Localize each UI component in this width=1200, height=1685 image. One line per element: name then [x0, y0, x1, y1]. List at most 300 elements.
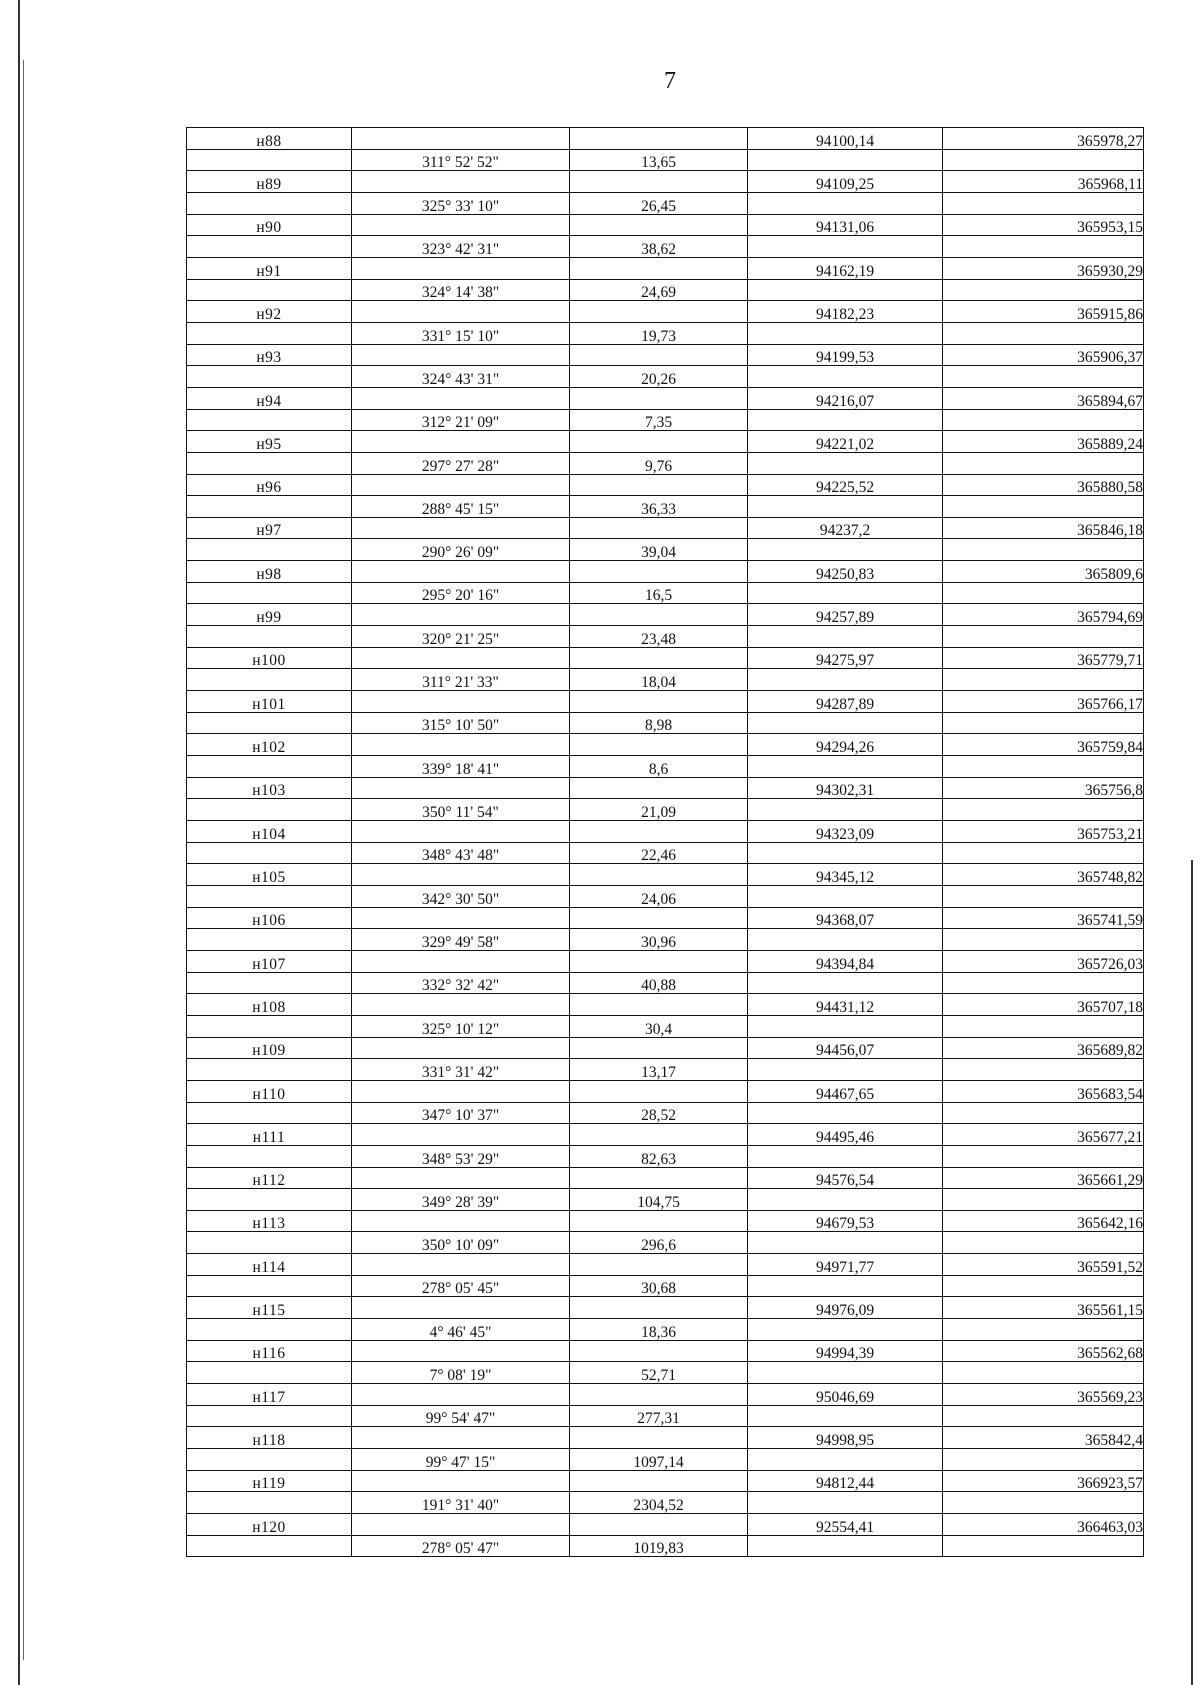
- y-coordinate-cell: [943, 409, 1144, 431]
- direction-angle-cell: 329° 49' 58": [352, 929, 570, 951]
- y-coordinate-cell: [943, 1449, 1144, 1471]
- distance-cell: 2304,52: [570, 1492, 748, 1514]
- point-cell: [187, 1189, 352, 1211]
- distance-cell: [570, 1254, 748, 1276]
- distance-cell: 21,09: [570, 799, 748, 821]
- direction-angle-cell: [352, 561, 570, 583]
- direction-angle-cell: 278° 05' 45": [352, 1275, 570, 1297]
- x-coordinate-cell: [748, 496, 943, 518]
- direction-angle-cell: [352, 1167, 570, 1189]
- distance-cell: [570, 1427, 748, 1449]
- point-cell: [187, 885, 352, 907]
- y-coordinate-cell: 365562,68: [943, 1340, 1144, 1362]
- point-cell: [187, 1145, 352, 1167]
- distance-cell: [570, 1167, 748, 1189]
- point-cell: н96: [187, 474, 352, 496]
- x-coordinate-cell: [748, 1275, 943, 1297]
- direction-angle-cell: [352, 994, 570, 1016]
- x-coordinate-cell: 94162,19: [748, 257, 943, 279]
- x-coordinate-cell: 94576,54: [748, 1167, 943, 1189]
- y-coordinate-cell: 365741,59: [943, 907, 1144, 929]
- segment-row: [187, 842, 1144, 864]
- point-cell: н118: [187, 1427, 352, 1449]
- point-cell: н114: [187, 1254, 352, 1276]
- point-cell: [187, 929, 352, 951]
- y-coordinate-cell: 365642,16: [943, 1210, 1144, 1232]
- direction-angle-cell: 7° 08' 19": [352, 1362, 570, 1384]
- direction-angle-cell: 348° 43' 48": [352, 842, 570, 864]
- x-coordinate-cell: 94345,12: [748, 864, 943, 886]
- direction-angle-cell: 295° 20' 16": [352, 582, 570, 604]
- distance-cell: [570, 1080, 748, 1102]
- point-row: [187, 1427, 1144, 1449]
- y-coordinate-cell: 365794,69: [943, 604, 1144, 626]
- distance-cell: [570, 214, 748, 236]
- x-coordinate-cell: 94976,09: [748, 1297, 943, 1319]
- direction-angle-cell: [352, 517, 570, 539]
- direction-angle-cell: [352, 777, 570, 799]
- direction-angle-cell: [352, 1384, 570, 1406]
- segment-row: [187, 366, 1144, 388]
- direction-angle-cell: [352, 1080, 570, 1102]
- point-row: [187, 214, 1144, 236]
- point-cell: [187, 366, 352, 388]
- y-coordinate-cell: [943, 582, 1144, 604]
- y-coordinate-cell: 365683,54: [943, 1080, 1144, 1102]
- segment-row: [187, 1362, 1144, 1384]
- distance-cell: [570, 1384, 748, 1406]
- distance-cell: [570, 1037, 748, 1059]
- x-coordinate-cell: [748, 452, 943, 474]
- point-cell: н112: [187, 1167, 352, 1189]
- point-cell: н111: [187, 1124, 352, 1146]
- y-coordinate-cell: 365753,21: [943, 821, 1144, 843]
- distance-cell: 8,6: [570, 756, 748, 778]
- point-row: [187, 864, 1144, 886]
- y-coordinate-cell: 365756,8: [943, 777, 1144, 799]
- point-row: [187, 1340, 1144, 1362]
- direction-angle-cell: [352, 431, 570, 453]
- x-coordinate-cell: 94467,65: [748, 1080, 943, 1102]
- segment-row: [187, 1275, 1144, 1297]
- x-coordinate-cell: [748, 1362, 943, 1384]
- y-coordinate-cell: [943, 1189, 1144, 1211]
- y-coordinate-cell: 366463,03: [943, 1514, 1144, 1536]
- point-cell: [187, 236, 352, 258]
- distance-cell: 24,06: [570, 885, 748, 907]
- x-coordinate-cell: 95046,69: [748, 1384, 943, 1406]
- point-cell: [187, 1102, 352, 1124]
- segment-row: [187, 885, 1144, 907]
- y-coordinate-cell: 365766,17: [943, 691, 1144, 713]
- distance-cell: 8,98: [570, 712, 748, 734]
- point-cell: н104: [187, 821, 352, 843]
- point-row: [187, 1124, 1144, 1146]
- direction-angle-cell: [352, 387, 570, 409]
- direction-angle-cell: [352, 344, 570, 366]
- point-row: [187, 1037, 1144, 1059]
- x-coordinate-cell: [748, 539, 943, 561]
- x-coordinate-cell: 94250,83: [748, 561, 943, 583]
- y-coordinate-cell: [943, 279, 1144, 301]
- direction-angle-cell: 331° 31' 42": [352, 1059, 570, 1081]
- x-coordinate-cell: 94679,53: [748, 1210, 943, 1232]
- point-row: [187, 821, 1144, 843]
- point-cell: [187, 1275, 352, 1297]
- point-cell: н100: [187, 647, 352, 669]
- direction-angle-cell: 350° 10' 09": [352, 1232, 570, 1254]
- y-coordinate-cell: 365968,11: [943, 171, 1144, 193]
- x-coordinate-cell: 94368,07: [748, 907, 943, 929]
- y-coordinate-cell: [943, 236, 1144, 258]
- point-row: [187, 1470, 1144, 1492]
- direction-angle-cell: [352, 1427, 570, 1449]
- direction-angle-cell: 290° 26' 09": [352, 539, 570, 561]
- direction-angle-cell: 99° 47' 15": [352, 1449, 570, 1471]
- point-row: [187, 907, 1144, 929]
- segment-row: [187, 669, 1144, 691]
- point-cell: [187, 452, 352, 474]
- x-coordinate-cell: [748, 1405, 943, 1427]
- distance-cell: 39,04: [570, 539, 748, 561]
- point-cell: н95: [187, 431, 352, 453]
- point-row: [187, 1080, 1144, 1102]
- distance-cell: 18,36: [570, 1319, 748, 1341]
- distance-cell: [570, 171, 748, 193]
- segment-row: [187, 799, 1144, 821]
- x-coordinate-cell: [748, 149, 943, 171]
- point-cell: [187, 1449, 352, 1471]
- y-coordinate-cell: 365880,58: [943, 474, 1144, 496]
- distance-cell: [570, 994, 748, 1016]
- segment-row: [187, 1232, 1144, 1254]
- segment-row: [187, 322, 1144, 344]
- x-coordinate-cell: [748, 1189, 943, 1211]
- point-row: [187, 301, 1144, 323]
- distance-cell: 296,6: [570, 1232, 748, 1254]
- point-cell: [187, 149, 352, 171]
- direction-angle-cell: 339° 18' 41": [352, 756, 570, 778]
- segment-row: [187, 712, 1144, 734]
- distance-cell: 104,75: [570, 1189, 748, 1211]
- distance-cell: 40,88: [570, 972, 748, 994]
- distance-cell: 16,5: [570, 582, 748, 604]
- x-coordinate-cell: [748, 799, 943, 821]
- direction-angle-cell: 347° 10' 37": [352, 1102, 570, 1124]
- distance-cell: 1019,83: [570, 1535, 748, 1557]
- point-row: [187, 604, 1144, 626]
- direction-angle-cell: [352, 301, 570, 323]
- point-cell: н108: [187, 994, 352, 1016]
- y-coordinate-cell: [943, 539, 1144, 561]
- y-coordinate-cell: 365842,4: [943, 1427, 1144, 1449]
- direction-angle-cell: 325° 10' 12": [352, 1015, 570, 1037]
- x-coordinate-cell: [748, 842, 943, 864]
- distance-cell: [570, 821, 748, 843]
- x-coordinate-cell: 94199,53: [748, 344, 943, 366]
- y-coordinate-cell: [943, 1362, 1144, 1384]
- point-cell: [187, 669, 352, 691]
- y-coordinate-cell: [943, 1145, 1144, 1167]
- distance-cell: 30,68: [570, 1275, 748, 1297]
- x-coordinate-cell: [748, 1059, 943, 1081]
- point-cell: [187, 1535, 352, 1557]
- direction-angle-cell: [352, 257, 570, 279]
- x-coordinate-cell: [748, 1015, 943, 1037]
- y-coordinate-cell: 365748,82: [943, 864, 1144, 886]
- x-coordinate-cell: 94323,09: [748, 821, 943, 843]
- coordinates-table: [186, 127, 1144, 1557]
- direction-angle-cell: 349° 28' 39": [352, 1189, 570, 1211]
- y-coordinate-cell: 365661,29: [943, 1167, 1144, 1189]
- y-coordinate-cell: 365779,71: [943, 647, 1144, 669]
- segment-row: [187, 1405, 1144, 1427]
- y-coordinate-cell: [943, 496, 1144, 518]
- point-row: [187, 1384, 1144, 1406]
- distance-cell: [570, 950, 748, 972]
- point-cell: н90: [187, 214, 352, 236]
- direction-angle-cell: 324° 43' 31": [352, 366, 570, 388]
- segment-row: [187, 496, 1144, 518]
- point-row: [187, 691, 1144, 713]
- x-coordinate-cell: [748, 1232, 943, 1254]
- y-coordinate-cell: [943, 1102, 1144, 1124]
- point-cell: н98: [187, 561, 352, 583]
- direction-angle-cell: [352, 647, 570, 669]
- y-coordinate-cell: [943, 366, 1144, 388]
- direction-angle-cell: 325° 33' 10": [352, 192, 570, 214]
- point-row: [187, 474, 1144, 496]
- segment-row: [187, 452, 1144, 474]
- segment-row: [187, 236, 1144, 258]
- point-cell: [187, 626, 352, 648]
- y-coordinate-cell: [943, 1319, 1144, 1341]
- x-coordinate-cell: 94394,84: [748, 950, 943, 972]
- direction-angle-cell: 350° 11' 54": [352, 799, 570, 821]
- direction-angle-cell: [352, 1514, 570, 1536]
- direction-angle-cell: 4° 46' 45": [352, 1319, 570, 1341]
- point-cell: н94: [187, 387, 352, 409]
- y-coordinate-cell: [943, 799, 1144, 821]
- distance-cell: 26,45: [570, 192, 748, 214]
- point-row: [187, 561, 1144, 583]
- distance-cell: 13,65: [570, 149, 748, 171]
- segment-row: [187, 929, 1144, 951]
- direction-angle-cell: [352, 821, 570, 843]
- point-cell: [187, 496, 352, 518]
- direction-angle-cell: [352, 1470, 570, 1492]
- direction-angle-cell: 191° 31' 40": [352, 1492, 570, 1514]
- x-coordinate-cell: 94971,77: [748, 1254, 943, 1276]
- x-coordinate-cell: 94131,06: [748, 214, 943, 236]
- distance-cell: [570, 561, 748, 583]
- y-coordinate-cell: [943, 1405, 1144, 1427]
- direction-angle-cell: [352, 128, 570, 150]
- distance-cell: [570, 1297, 748, 1319]
- point-cell: [187, 539, 352, 561]
- distance-cell: 18,04: [570, 669, 748, 691]
- segment-row: [187, 626, 1144, 648]
- direction-angle-cell: [352, 1254, 570, 1276]
- segment-row: [187, 1535, 1144, 1557]
- direction-angle-cell: 311° 21' 33": [352, 669, 570, 691]
- y-coordinate-cell: 365759,84: [943, 734, 1144, 756]
- segment-row: [187, 1059, 1144, 1081]
- y-coordinate-cell: [943, 1535, 1144, 1557]
- y-coordinate-cell: [943, 929, 1144, 951]
- distance-cell: [570, 474, 748, 496]
- point-cell: н99: [187, 604, 352, 626]
- direction-angle-cell: [352, 1124, 570, 1146]
- distance-cell: 20,26: [570, 366, 748, 388]
- distance-cell: 9,76: [570, 452, 748, 474]
- segment-row: [187, 1015, 1144, 1037]
- segment-row: [187, 149, 1144, 171]
- point-row: [187, 777, 1144, 799]
- distance-cell: [570, 431, 748, 453]
- y-coordinate-cell: [943, 756, 1144, 778]
- direction-angle-cell: [352, 1210, 570, 1232]
- segment-row: [187, 1102, 1144, 1124]
- x-coordinate-cell: [748, 1535, 943, 1557]
- x-coordinate-cell: 94998,95: [748, 1427, 943, 1449]
- y-coordinate-cell: 366923,57: [943, 1470, 1144, 1492]
- y-coordinate-cell: [943, 1232, 1144, 1254]
- point-row: [187, 257, 1144, 279]
- direction-angle-cell: 324° 14' 38": [352, 279, 570, 301]
- x-coordinate-cell: [748, 366, 943, 388]
- y-coordinate-cell: 365889,24: [943, 431, 1144, 453]
- x-coordinate-cell: [748, 236, 943, 258]
- segment-row: [187, 1189, 1144, 1211]
- point-cell: н93: [187, 344, 352, 366]
- point-row: [187, 950, 1144, 972]
- distance-cell: 7,35: [570, 409, 748, 431]
- y-coordinate-cell: [943, 842, 1144, 864]
- point-row: [187, 128, 1144, 150]
- point-cell: [187, 192, 352, 214]
- distance-cell: [570, 387, 748, 409]
- y-coordinate-cell: 365906,37: [943, 344, 1144, 366]
- distance-cell: [570, 301, 748, 323]
- point-row: [187, 387, 1144, 409]
- segment-row: [187, 279, 1144, 301]
- y-coordinate-cell: [943, 712, 1144, 734]
- distance-cell: 24,69: [570, 279, 748, 301]
- page-number: 7: [664, 68, 676, 94]
- point-cell: н113: [187, 1210, 352, 1232]
- x-coordinate-cell: [748, 756, 943, 778]
- point-cell: н91: [187, 257, 352, 279]
- direction-angle-cell: [352, 604, 570, 626]
- direction-angle-cell: [352, 1037, 570, 1059]
- distance-cell: 38,62: [570, 236, 748, 258]
- point-cell: [187, 799, 352, 821]
- segment-row: [187, 1145, 1144, 1167]
- x-coordinate-cell: [748, 322, 943, 344]
- point-row: [187, 1297, 1144, 1319]
- point-row: [187, 344, 1144, 366]
- point-row: [187, 734, 1144, 756]
- point-cell: н115: [187, 1297, 352, 1319]
- distance-cell: 22,46: [570, 842, 748, 864]
- direction-angle-cell: 311° 52' 52": [352, 149, 570, 171]
- x-coordinate-cell: [748, 972, 943, 994]
- distance-cell: [570, 647, 748, 669]
- x-coordinate-cell: [748, 279, 943, 301]
- y-coordinate-cell: 365915,86: [943, 301, 1144, 323]
- x-coordinate-cell: 94431,12: [748, 994, 943, 1016]
- y-coordinate-cell: 365707,18: [943, 994, 1144, 1016]
- segment-row: [187, 1449, 1144, 1471]
- point-cell: [187, 1405, 352, 1427]
- x-coordinate-cell: 94812,44: [748, 1470, 943, 1492]
- x-coordinate-cell: [748, 192, 943, 214]
- direction-angle-cell: 332° 32' 42": [352, 972, 570, 994]
- x-coordinate-cell: [748, 582, 943, 604]
- y-coordinate-cell: 365978,27: [943, 128, 1144, 150]
- distance-cell: [570, 517, 748, 539]
- point-cell: н89: [187, 171, 352, 193]
- point-row: [187, 1167, 1144, 1189]
- segment-row: [187, 409, 1144, 431]
- distance-cell: 28,52: [570, 1102, 748, 1124]
- distance-cell: [570, 1124, 748, 1146]
- distance-cell: 1097,14: [570, 1449, 748, 1471]
- point-cell: н103: [187, 777, 352, 799]
- y-coordinate-cell: 365894,67: [943, 387, 1144, 409]
- segment-row: [187, 756, 1144, 778]
- distance-cell: [570, 257, 748, 279]
- distance-cell: [570, 1514, 748, 1536]
- y-coordinate-cell: 365569,23: [943, 1384, 1144, 1406]
- direction-angle-cell: 297° 27' 28": [352, 452, 570, 474]
- direction-angle-cell: 288° 45' 15": [352, 496, 570, 518]
- y-coordinate-cell: 365689,82: [943, 1037, 1144, 1059]
- point-cell: [187, 712, 352, 734]
- point-cell: н120: [187, 1514, 352, 1536]
- distance-cell: [570, 691, 748, 713]
- x-coordinate-cell: [748, 1319, 943, 1341]
- point-row: [187, 994, 1144, 1016]
- point-row: [187, 1514, 1144, 1536]
- point-row: [187, 1254, 1144, 1276]
- x-coordinate-cell: [748, 885, 943, 907]
- y-coordinate-cell: [943, 322, 1144, 344]
- x-coordinate-cell: [748, 669, 943, 691]
- segment-row: [187, 582, 1144, 604]
- point-cell: [187, 322, 352, 344]
- distance-cell: 277,31: [570, 1405, 748, 1427]
- point-cell: н110: [187, 1080, 352, 1102]
- point-cell: н116: [187, 1340, 352, 1362]
- point-cell: н92: [187, 301, 352, 323]
- x-coordinate-cell: [748, 409, 943, 431]
- segment-row: [187, 1492, 1144, 1514]
- distance-cell: [570, 128, 748, 150]
- x-coordinate-cell: 94287,89: [748, 691, 943, 713]
- point-cell: [187, 842, 352, 864]
- point-cell: н88: [187, 128, 352, 150]
- direction-angle-cell: 99° 54' 47": [352, 1405, 570, 1427]
- direction-angle-cell: [352, 907, 570, 929]
- y-coordinate-cell: 365677,21: [943, 1124, 1144, 1146]
- direction-angle-cell: [352, 474, 570, 496]
- x-coordinate-cell: 94100,14: [748, 128, 943, 150]
- y-coordinate-cell: 365561,15: [943, 1297, 1144, 1319]
- y-coordinate-cell: [943, 1059, 1144, 1081]
- x-coordinate-cell: 94225,52: [748, 474, 943, 496]
